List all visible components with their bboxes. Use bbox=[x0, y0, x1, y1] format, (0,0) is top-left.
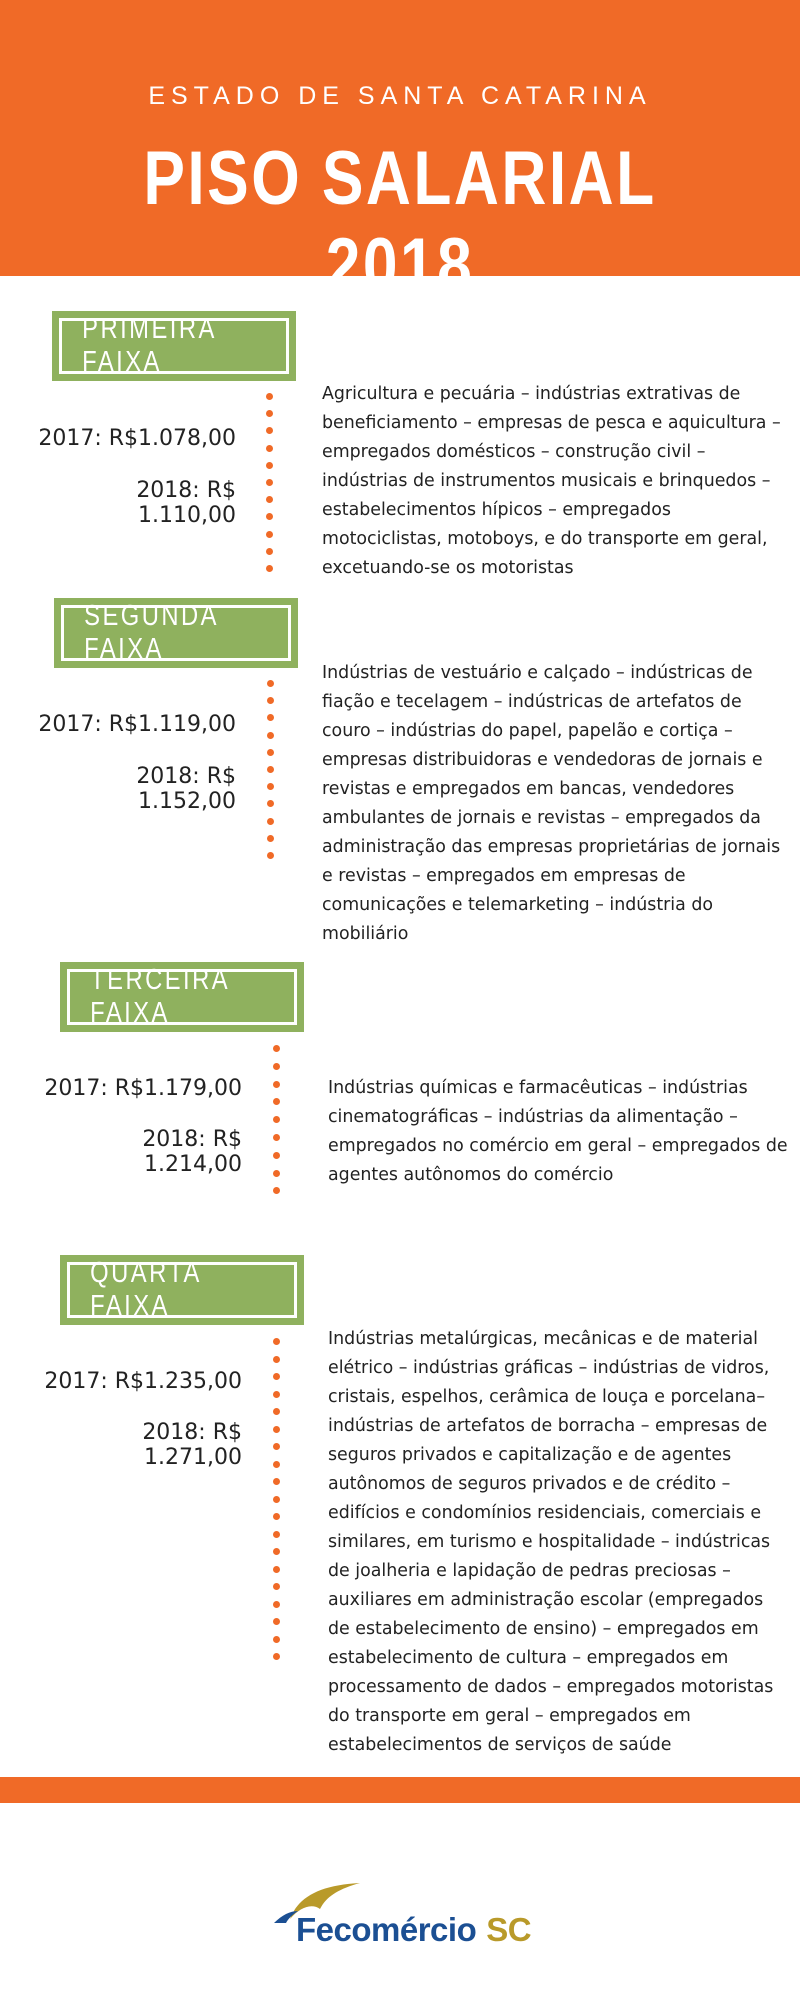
connector-dot bbox=[273, 1081, 280, 1088]
faixa-description: Indústrias de vestuário e calçado – indústricas de fiação e tecelagem – indústricas de artefatos de couro – indústrias do papel, papelão e cortiça – empresas distribuidoras e vendedoras de jornais e revistas e empregados em bancas, vendedores ambulantes de jornais e revistas – empregados da administração das empresas proprietárias de jornais e revistas – empregados em empresas de comunicações e telemarketing – indústria do mobiliário bbox=[322, 663, 781, 944]
header-subtitle: ESTADO DE SANTA CATARINA bbox=[148, 82, 652, 110]
connector-dot bbox=[273, 1063, 280, 1070]
connector-dot bbox=[273, 1583, 280, 1590]
connector-dot bbox=[267, 732, 274, 739]
connector-dot bbox=[267, 800, 274, 807]
connector-dot bbox=[267, 783, 274, 790]
connector-dot bbox=[266, 410, 273, 417]
connector-dot bbox=[273, 1373, 280, 1380]
faixa-description: Indústrias químicas e farmacêuticas – indústrias cinematográficas – indústrias da alimentação – empregados no comércio em geral – empregados de agentes autônomos do comércio bbox=[328, 1078, 788, 1185]
logo-wordmark bbox=[296, 1911, 531, 1949]
logo-name: Fecomércio bbox=[296, 1911, 477, 1948]
header-title: PISO SALARIAL 2018 bbox=[143, 136, 657, 308]
connector-dot bbox=[273, 1636, 280, 1643]
connector-dot bbox=[273, 1408, 280, 1415]
connector-dot bbox=[273, 1170, 280, 1177]
price-2018: 2018: R$ 1.271,00 bbox=[142, 1420, 242, 1470]
connector-dot bbox=[266, 565, 273, 572]
logo-suffix: SC bbox=[486, 1911, 532, 1948]
connector-dot bbox=[273, 1548, 280, 1555]
connector-dot bbox=[273, 1653, 280, 1660]
faixa-label: QUARTA FAIXA bbox=[90, 1257, 201, 1322]
connector-dot bbox=[273, 1187, 280, 1194]
connector-dot bbox=[273, 1391, 280, 1398]
connector-dot bbox=[267, 835, 274, 842]
connector-dot bbox=[266, 548, 273, 555]
connector-dot bbox=[267, 818, 274, 825]
price-2018: 2018: R$ 1.110,00 bbox=[136, 478, 236, 528]
connector-dot bbox=[267, 852, 274, 859]
header-banner bbox=[0, 0, 800, 308]
connector-dot bbox=[266, 462, 273, 469]
connector-dot bbox=[266, 393, 273, 400]
connector-dot bbox=[273, 1566, 280, 1573]
price-2017: 2017: R$1.078,00 bbox=[38, 426, 236, 451]
connector-dot bbox=[266, 427, 273, 434]
connector-dot bbox=[267, 697, 274, 704]
connector-dot bbox=[266, 479, 273, 486]
faixa-badge-primeira bbox=[52, 311, 296, 381]
connector-dot bbox=[273, 1356, 280, 1363]
connector-dot bbox=[266, 445, 273, 452]
faixa-label: PRIMEIRA FAIXA bbox=[82, 313, 216, 378]
price-2018: 2018: R$ 1.214,00 bbox=[142, 1127, 242, 1177]
fecomercio-logo bbox=[268, 1875, 548, 1965]
faixa-description: Indústrias metalúrgicas, mecânicas e de material elétrico – indústrias gráficas – indústrias de vidros, cristais, espelhos, cerâmica de louça e porcelana– indústrias de artefatos de borracha – empresas de seguros privados e capitalização e de agentes autônomos de seguros privados e de crédito – edifícios e condomínios residenciais, comerciais e similares, em turismo e hospitalidade – indústricas de joalheria e lapidação de pedras preciosas – auxiliares em administração escolar (empregados de estabelecimento de ensino) – empregados em estabelecimento de cultura – empregados em processamento de dados – empregados motoristas do transporte em geral – empregados em estabelecimentos de serviços de saúde bbox=[328, 1329, 774, 1755]
connector-dot bbox=[273, 1045, 280, 1052]
connector-dot bbox=[273, 1461, 280, 1468]
connector-dot bbox=[273, 1443, 280, 1450]
connector-dot bbox=[273, 1513, 280, 1520]
connector-dot bbox=[273, 1531, 280, 1538]
connector-dot bbox=[273, 1098, 280, 1105]
price-2017: 2017: R$1.179,00 bbox=[44, 1076, 242, 1101]
faixa-badge-terceira bbox=[60, 962, 304, 1032]
connector-dot bbox=[273, 1478, 280, 1485]
connector-dot bbox=[266, 531, 273, 538]
connector-dot bbox=[266, 496, 273, 503]
footer-bar bbox=[0, 1777, 800, 1803]
connector-dot bbox=[267, 749, 274, 756]
connector-dot bbox=[266, 513, 273, 520]
price-2017: 2017: R$1.235,00 bbox=[44, 1369, 242, 1394]
connector-dot bbox=[267, 766, 274, 773]
faixa-label: SEGUNDA FAIXA bbox=[84, 600, 218, 665]
connector-dot bbox=[267, 680, 274, 687]
price-2018: 2018: R$ 1.152,00 bbox=[136, 764, 236, 814]
price-2017: 2017: R$1.119,00 bbox=[38, 712, 236, 737]
connector-dot bbox=[273, 1134, 280, 1141]
connector-dot bbox=[273, 1496, 280, 1503]
connector-dot bbox=[273, 1426, 280, 1433]
connector-dot bbox=[267, 714, 274, 721]
faixa-badge-segunda bbox=[54, 598, 298, 668]
faixa-description: Agricultura e pecuária – indústrias extrativas de beneficiamento – empresas de pesca e aquicultura – empregados domésticos – construção civil – indústrias de instrumentos musicais e brinquedos – estabelecimentos hípicos – empregados motociclistas, motoboys, e do transporte em geral, excetuando-se os motoristas bbox=[322, 384, 781, 578]
connector-dot bbox=[273, 1618, 280, 1625]
connector-dot bbox=[273, 1152, 280, 1159]
faixa-label: TERCEIRA FAIXA bbox=[90, 964, 229, 1029]
connector-dot bbox=[273, 1338, 280, 1345]
connector-dot bbox=[273, 1601, 280, 1608]
connector-dot bbox=[273, 1116, 280, 1123]
faixa-badge-quarta bbox=[60, 1255, 304, 1325]
